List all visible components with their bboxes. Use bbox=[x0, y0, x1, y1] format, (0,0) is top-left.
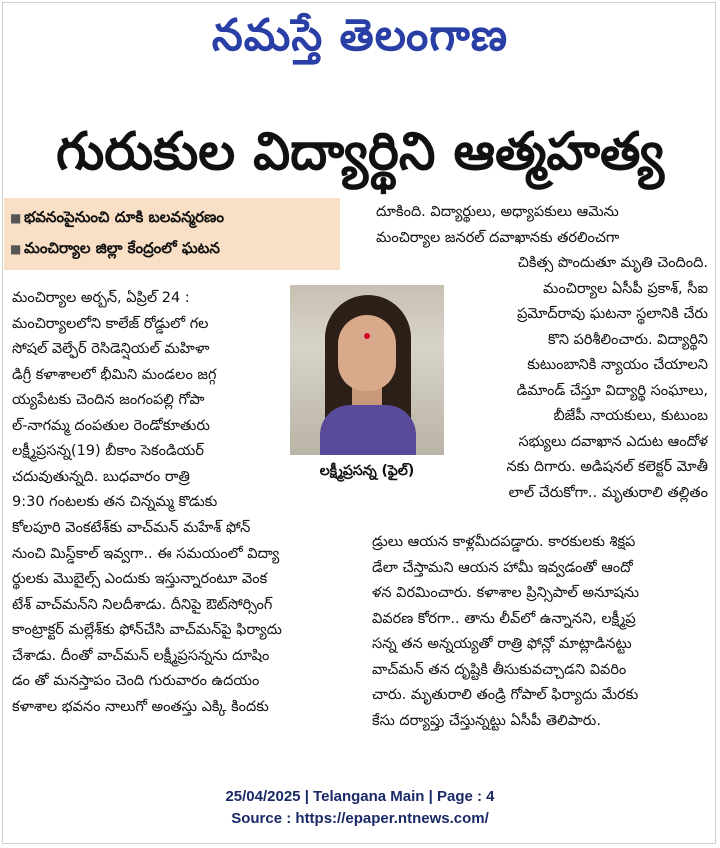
summary-point: ■ భవనంపైనుంచి దూకి బలవన్మరణం bbox=[10, 202, 340, 233]
footer-edition-info: 25/04/2025 | Telangana Main | Page : 4 bbox=[225, 788, 495, 805]
newspaper-masthead: నమస్తే తెలంగాణ bbox=[211, 10, 509, 61]
summary-point: ■ మంచిర్యాల జిల్లా కేంద్రంలో ఘటన bbox=[10, 233, 340, 264]
left-column-lower-text: కోలపూరి వెంకటేశ్‌కు వాచ్‌మన్ మహేశ్ ఫోన్ నుంచి మిస్డ్‌కాల్ ఇవ్వగా.. ఈ సమయంలో విద్యా ర్థులకు మొబైల్స్ ఎందుకు ఇస్తున్నారంటూ వెంక టేశ్ వాచ్‌మన్‌ని నిలదీశాడు. దీనిపై ఔట్‌సోర్సింగ్ కాంట్రాక్టర్ మల్లేశ్‌కు ఫోన్‌చేసి వాచ్‌మన్‌పై ఫిర్యాదు చేశాడు. దీంతో వాచ్‌మన్ లక్ష్మీప్రసన్నను దూషిం డం తో మనస్తాపం చెంది గురువారం ఉదయం కళాశాల భవనం నాలుగో అంతస్తు ఎక్కి కిందకు bbox=[12, 520, 282, 715]
bullet-icon: ■ bbox=[10, 242, 22, 256]
article-headline: గురుకుల విద్యార్థిని ఆత్మహత్య bbox=[55, 122, 665, 182]
summary-box bbox=[4, 198, 340, 270]
footer-source-link[interactable]: Source : https://epaper.ntnews.com/ bbox=[231, 810, 489, 827]
right-column-top-text: దూకింది. విద్యార్థులు, అధ్యాపకులు ఆమెను మంచిర్యాల జనరల్ దవాఖానకు తరలించగా చికిత్స పొందుతూ మృతి చెందింది. మంచిర్యాల ఏసీపీ ప్రకాశ్, సీఐ ప్రమోద్‌రావు ఘటనా స్థలానికి చేరు కొని పరిశీలించారు. విద్యార్థిని కుటుంబానికి న్యాయం చేయాలని డిమాండ్ చేస్తూ విద్యార్థి సంఘాలు, బీజేపీ నాయకులు, కుటుంబ సభ్యులు దవాఖాన ఎదుట ఆందోళ నకు దిగారు. అడిషనల్ కలెక్టర్ మోతీ లాల్ చేరుకోగా.. మృతురాలి తల్లితం bbox=[376, 204, 708, 501]
photo-caption: లక్ష్మీప్రసన్న (ఫైల్) bbox=[319, 463, 415, 479]
left-column-text: మంచిర్యాల అర్బన్, ఏప్రిల్ 24 : మంచిర్యాలలోని కాలేజ్ రోడ్డులో గల సోషల్ వెల్ఫేర్ రెసిడెన్షియల్ మహిళా డిగ్రీ కళాశాలలో భీమిని మండలం జగ్గ య్యపేటకు చెందిన జంగంపల్లి గోపా ల్-నాగమ్మ దంపతుల రెండోకూతురు లక్ష్మీప్రసన్న(19) బీకాం సెకండియర్ చదువుతున్నది. బుధవారం రాత్రి 9:30 గంటలకు తన చిన్నమ్మ కొడుకు bbox=[12, 290, 218, 510]
right-column-bottom-text: డ్రులు ఆయన కాళ్లమీదపడ్డారు. కారకులకు శిక్షప డేలా చేస్తామని ఆయన హామీ ఇవ్వడంతో ఆందో ళన విరమించారు. కళాశాల ప్రిన్సిపాల్ అనూషను వివరణ కోరగా.. తాను లీవ్‌లో ఉన్నానని, లక్ష్మీప్ర సన్న తన అన్నయ్యతో రాత్రి ఫోన్లో మాట్లాడినట్టు వాచ్‌మన్ తన దృష్టికి తీసుకువచ్చాడని వివరిం చారు. మృతురాలి తండ్రి గోపాల్ ఫిర్యాదు మేరకు కేసు దర్యాప్తు చేస్తున్నట్టు ఏసీపీ తెలిపారు. bbox=[372, 534, 639, 729]
bullet-icon: ■ bbox=[10, 211, 22, 225]
